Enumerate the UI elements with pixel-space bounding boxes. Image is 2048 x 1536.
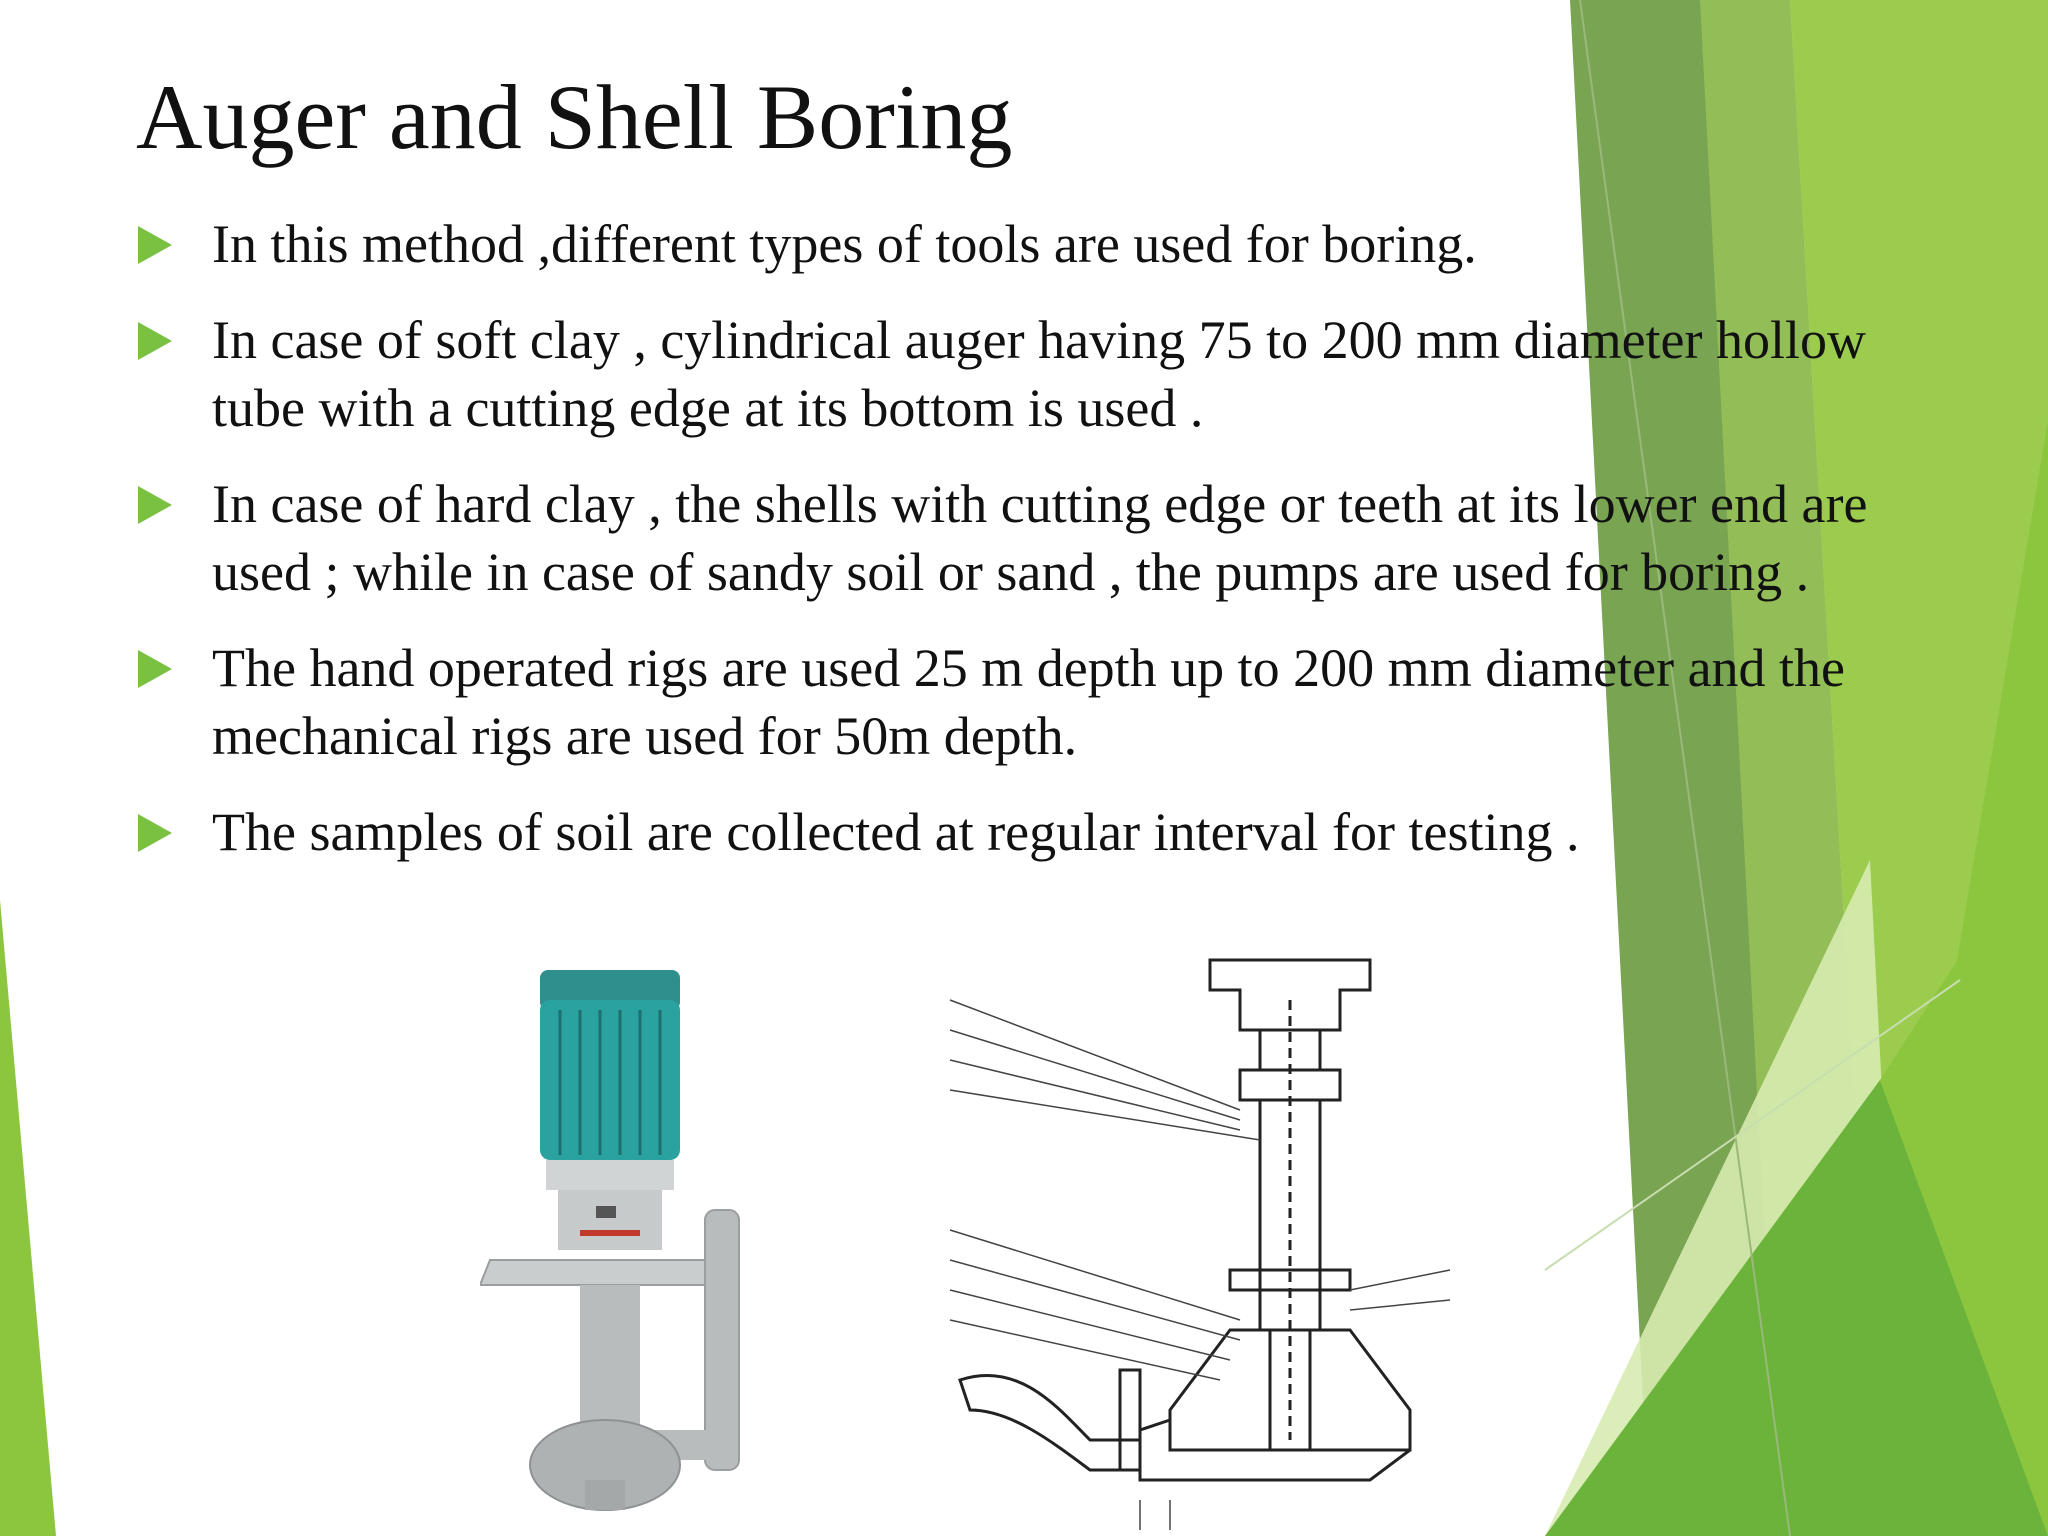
left-green-sliver: [0, 900, 56, 1536]
bullet-arrow-icon: [138, 486, 172, 524]
vertical-pump-photo: [480, 960, 780, 1520]
bullet-text: In case of soft clay , cylindrical auger having 75 to 200 mm diameter hollow tube with a cutting edge at its bottom is used .: [212, 310, 1867, 438]
bullet-arrow-icon: [138, 650, 172, 688]
bullet-item: [136, 634, 1956, 770]
bullet-text: The samples of soil are collected at regular interval for testing .: [212, 802, 1580, 862]
bullet-arrow-icon: [138, 226, 172, 264]
bullet-arrow-icon: [138, 322, 172, 360]
bullet-text: In this method ,different types of tools are used for boring.: [212, 214, 1477, 274]
pump-technical-drawing: [940, 940, 1460, 1530]
bullet-arrow-icon: [138, 814, 172, 852]
bullet-item: [136, 470, 1956, 606]
slide-title: Auger and Shell Boring: [136, 66, 1013, 168]
bullet-item: [136, 210, 1956, 278]
bullet-list: [136, 210, 1956, 894]
bullet-text: The hand operated rigs are used 25 m depth up to 200 mm diameter and the mechanical rigs are used for 50m depth.: [212, 638, 1846, 766]
bullet-text: In case of hard clay , the shells with cutting edge or teeth at its lower end are used ; while in case of sandy soil or sand , the pumps are used for boring .: [212, 474, 1868, 602]
bullet-item: [136, 798, 1956, 866]
bullet-item: [136, 306, 1956, 442]
